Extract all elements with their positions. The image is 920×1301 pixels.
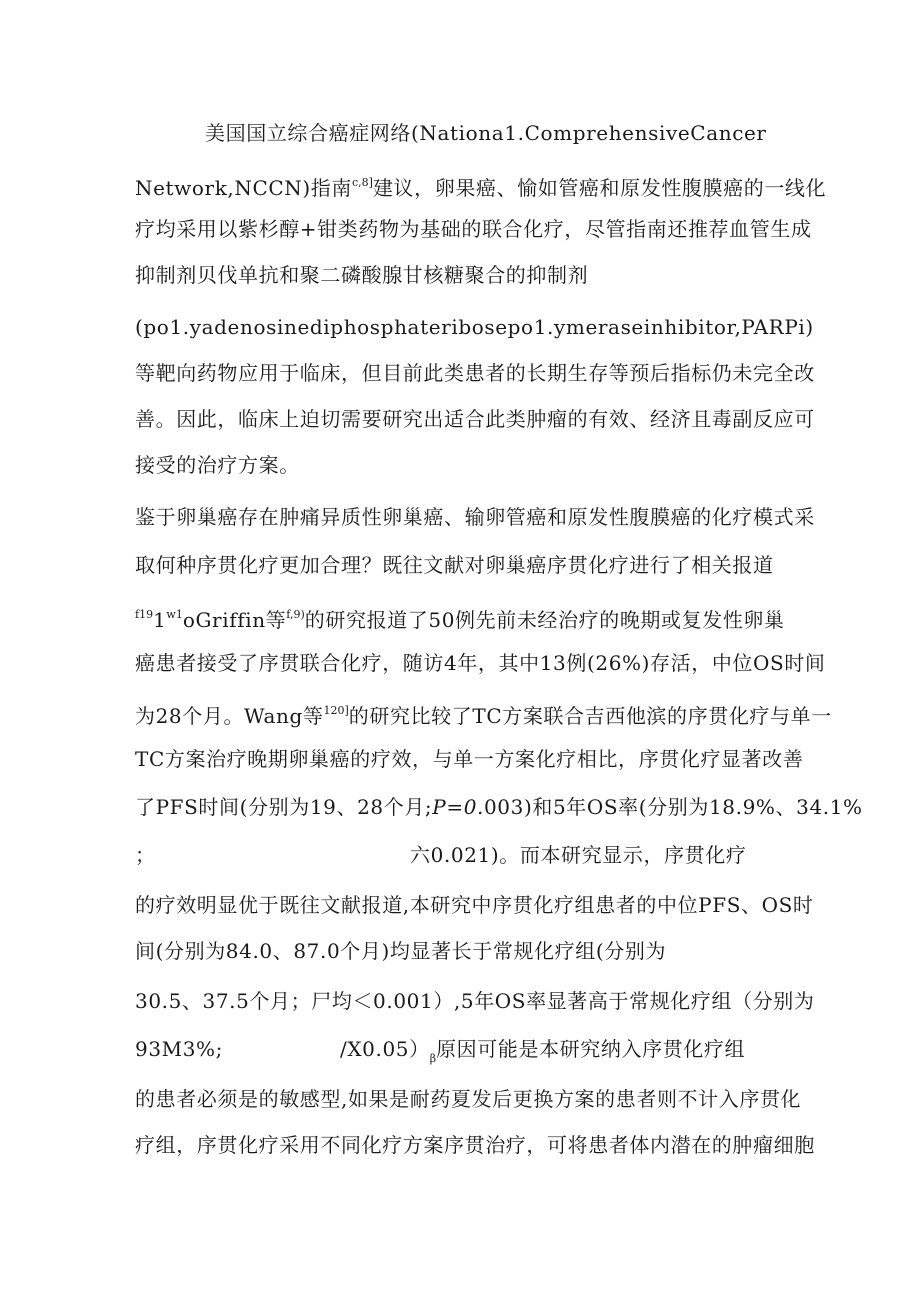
text-line [135, 401, 815, 437]
citation-superscript: c,8] [351, 176, 373, 189]
text-run: 癌患者接受了序贯联合化疗，随访4年，其中13例(26%)存活，中位OS时间 [135, 651, 826, 675]
text-run: oGriffin等 [182, 608, 287, 632]
text-run: 的研究报道了50例先前未经治疗的晚期或复发性卵巢 [304, 608, 785, 632]
text-run: Network,NCCN)指南 [135, 176, 352, 200]
text-run: 为28个月。Wang等 [135, 704, 324, 728]
text-run: 30.5、37.5个月；尸均＜0.001）,5年OS率显著高于常规化疗组（分别为 [135, 989, 815, 1013]
text-run: 接受的治疗方案。 [135, 453, 300, 477]
text-line [135, 257, 795, 293]
text-run: (po1.yadenosinediphosphateribosepo1.ymeraseinhibitor,PARPi) [135, 315, 814, 339]
text-line [135, 309, 814, 345]
text-run [340, 1031, 745, 1077]
text-line [135, 645, 826, 681]
text-line [135, 933, 795, 969]
text-run: 003)和5年OS率(分别为18.9%、34.1% [483, 795, 863, 819]
citation-superscript: w1 [166, 608, 183, 621]
text-run: 的研究比较了TC方案联合吉西他滨的序贯化疗与单一 [348, 704, 832, 728]
text-run: 疗组，序贯化疗采用不同化疗方案序贯治疗，可将患者体内潜在的肿瘤细胞 [135, 1133, 815, 1157]
text-run: 的患者必须是的敏感型,如果是耐药夏发后更换方案的患者则不计入序贯化 [135, 1087, 802, 1111]
text-line [135, 1127, 815, 1163]
text-run: 六0.021)。而本研究显示，序贯化疗 [410, 843, 747, 867]
text-run: 建议，卵果癌、愉如管癌和原发性腹膜癌的一线化 [372, 176, 827, 200]
text-run: ； [135, 843, 156, 867]
text-run: 等靶向药物应用于临床，但目前此类患者的长期生存等预后指标仍未完全改 [135, 361, 815, 385]
p-value-italic: P=0. [432, 795, 484, 819]
subscript-mark: β [429, 1052, 437, 1065]
text-line [135, 499, 815, 535]
text-line [135, 447, 795, 483]
text-run: 疗均采用以紫杉醇+钳类药物为基础的联合化疗，尽管指南还推荐血管生成 [135, 217, 812, 241]
text-line [135, 211, 812, 247]
text-line [135, 887, 814, 923]
text-line [135, 547, 795, 583]
text-line [135, 1031, 795, 1067]
text-run: 善。因此，临床上迫切需要研究出适合此类肿瘤的有效、经济且毒副反应可 [135, 407, 815, 431]
citation-superscript: f,9) [286, 608, 305, 621]
text-run: 鉴于卵巢癌存在肿痛异质性卵巢癌、输卵管癌和原发性腹膜癌的化疗模式采 [135, 505, 815, 529]
text-run: 了PFS时间(分别为19、28个月; [135, 795, 433, 819]
text-line [135, 355, 815, 391]
text-line [135, 741, 804, 777]
text-line [135, 983, 815, 1019]
text-line [205, 115, 865, 151]
text-line [135, 837, 795, 873]
text-run: /X0.05） [340, 1037, 430, 1061]
text-run: TC方案治疗晚期卵巢癌的疗效，与单一方案化疗相比，序贯化疗显著改善 [135, 747, 804, 771]
text-run: 抑制剂贝伐单抗和聚二磷酸腺甘核糖聚合的抑制剂 [135, 263, 589, 287]
text-line [135, 693, 832, 729]
text-run: 1 [153, 608, 167, 632]
text-run: 美国国立综合癌症网络(Nationa1.ComprehensiveCancer [205, 121, 767, 145]
text-line [135, 789, 863, 825]
text-line [135, 597, 795, 633]
citation-superscript: 120] [323, 704, 349, 717]
text-run: 93M3%; [135, 1037, 223, 1061]
citation-superscript: f19 [135, 608, 154, 621]
text-run: 的疗效明显优于既往文献报道,本研究中序贯化疗组患者的中位PFS、OS时 [135, 893, 814, 917]
text-run: 取何种序贯化疗更加合理？既往文献对卵巢癌序贯化疗进行了相关报道 [135, 553, 774, 577]
text-run: 原因可能是本研究纳入序贯化疗组 [436, 1037, 746, 1061]
text-line [135, 165, 827, 201]
text-line [135, 1081, 802, 1117]
text-run: 间(分别为84.0、87.0个月)均显著长于常规化疗组(分别为 [135, 939, 667, 963]
